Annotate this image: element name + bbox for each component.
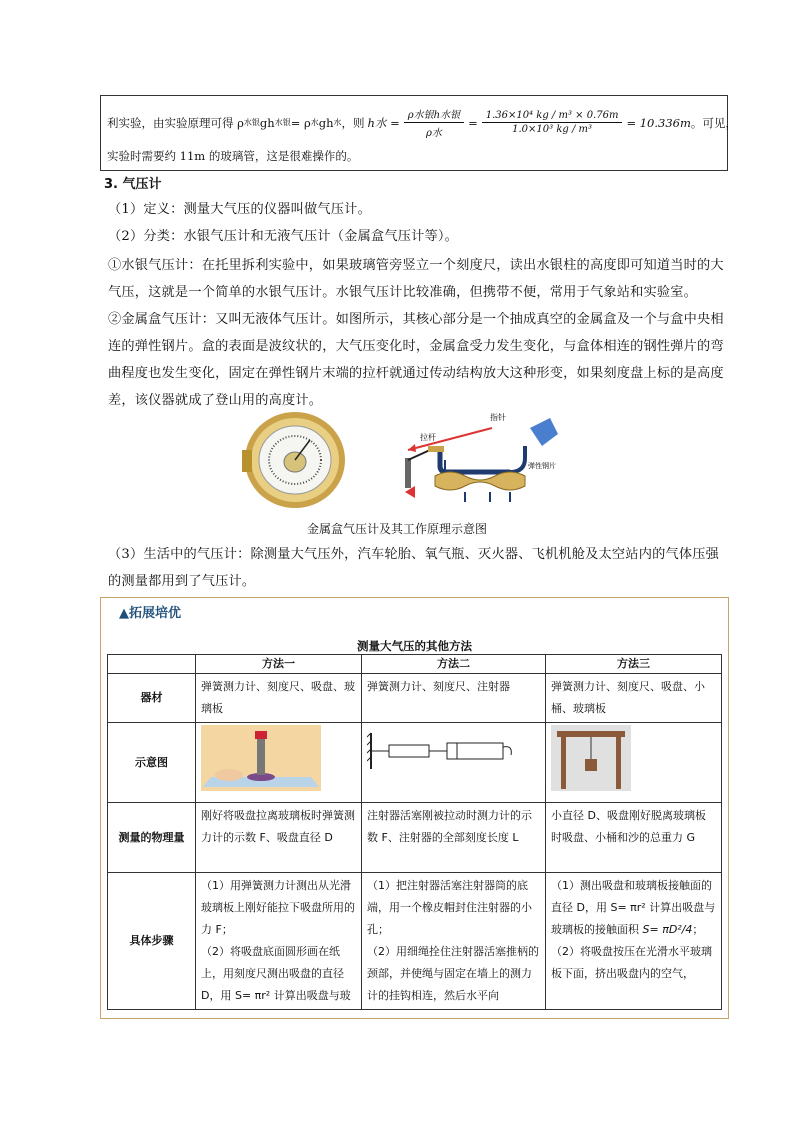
formula-equals: = <box>468 115 478 130</box>
figure-caption: 金属盒气压计及其工作原理示意图 <box>306 522 487 536</box>
step-1: （1）用弹簧测力计测出从光滑玻璃板上刚好能拉下吸盘所用的力 F； <box>201 879 355 936</box>
barometer-figure <box>240 410 570 510</box>
sub-text: 水 <box>333 118 342 127</box>
step-punct: ； <box>692 923 704 936</box>
area-formula: S= πD²/4 <box>642 923 693 936</box>
step-text: （1）测出吸盘和玻璃板接触面的直径 D，用 S= πr² 计算出吸盘与玻璃板的接触面积 <box>551 879 716 936</box>
barometer-schematic <box>405 412 558 502</box>
formula-fraction-2 <box>482 110 623 135</box>
continuation-box <box>100 95 737 171</box>
sub-text: 水银 <box>274 118 291 127</box>
step-1 <box>551 875 716 941</box>
table-cell: 弹簧测力计、刻度尺、吸盘、小桶、玻璃板 <box>546 674 722 723</box>
paragraph-classification: （2）分类：水银气压计和无液气压计（金属盒气压计等）。 <box>108 229 459 244</box>
paragraph-aneroid: ②金属盒气压计：又叫无液体气压计。如图所示，其核心部分是一个抽成真空的金属盒及一个与盒中央相连的弹性钢片。盒的表面是波纹状的，大气压变化时，金属盒受力发生变化，与盒体相连的钢性弹片的弯曲程度也发生变化，固定在弹性钢片末端的拉杆就通过传动结构放大这种形变，如果刻度盘上标的是高度差，该仪器就成了登山用的高度计。 <box>108 312 724 408</box>
step-1: （1）把注射器活塞注射器筒的底端，用一个橡皮帽封住注射器的小孔； <box>367 879 532 936</box>
text-gh: gh <box>318 115 334 130</box>
table-cell: 刚好将吸盘拉离玻璃板时弹簧测力计的示数 F、吸盘直径 D <box>196 803 362 873</box>
header-method-1: 方法一 <box>196 655 362 674</box>
method2-diagram <box>367 725 517 775</box>
header-method-3: 方法三 <box>546 655 722 674</box>
fraction-denominator: ρ水 <box>425 128 442 139</box>
paragraph-life: （3）生活中的气压计：除测量大气压外，汽车轮胎、氧气瓶、灭火器、飞机机舱及太空站内的气体压强的测量都用到了气压计。 <box>108 547 720 589</box>
header-method-2: 方法二 <box>362 655 546 674</box>
text-suffix: 。可见， <box>690 115 737 130</box>
table-cell <box>362 873 546 1010</box>
fraction-numerator: 1.36×10⁴ kg / m³ × 0.76m <box>482 110 623 123</box>
table-row-quantity <box>108 803 722 873</box>
formula-fraction-1 <box>404 106 464 139</box>
table-row-diagram <box>108 723 722 803</box>
table-row-steps <box>108 873 722 1010</box>
row-label: 示意图 <box>108 723 196 803</box>
extension-box <box>100 597 729 1019</box>
table-cell: 弹簧测力计、刻度尺、注射器 <box>362 674 546 723</box>
method1-diagram <box>201 725 321 791</box>
step-2: （2）将吸盘底面圆形画在纸上，用刻度尺测出吸盘的直径 D，用 S= πr² 计算出吸盘与玻 <box>201 945 351 1002</box>
table-cell: 弹簧测力计、刻度尺、吸盘、玻璃板 <box>196 674 362 723</box>
text-prefix: 利实验，由实验原理可得 ρ <box>107 115 244 130</box>
formula-lhs: h水 = <box>367 115 400 130</box>
header-empty <box>108 655 196 674</box>
table-cell <box>546 873 722 1010</box>
row-label: 器材 <box>108 674 196 723</box>
text-eq: = ρ <box>290 115 311 130</box>
box-line-2: 实验时需要约 11m 的玻璃管，这是很难操作的。 <box>107 149 359 163</box>
row-label: 测量的物理量 <box>108 803 196 873</box>
step-2: （2）将吸盘按压在光滑水平玻璃板下面，挤出吸盘内的空气， <box>551 945 712 980</box>
formula-result: = 10.336m <box>626 115 691 130</box>
method3-diagram <box>551 725 631 791</box>
text-gh: gh <box>259 115 275 130</box>
step-2: （2）用细绳拴住注射器活塞推柄的颈部，并使绳与固定在墙上的测力计的挂钩相连，然后水平向 <box>367 945 539 1002</box>
fraction-denominator: 1.0×10³ kg / m³ <box>512 124 593 135</box>
table-cell <box>362 723 546 803</box>
table-row-equipment <box>108 674 722 723</box>
table-header-row <box>108 655 722 674</box>
table-cell <box>196 723 362 803</box>
label-zhizhen: 指针 <box>490 413 506 422</box>
text-then: ，则 <box>341 115 365 130</box>
fraction-numerator: ρ水银h水银 <box>404 106 464 123</box>
table-cell <box>546 723 722 803</box>
barometer-photo <box>242 412 345 508</box>
table-cell: 小直径 D、吸盘刚好脱离玻璃板时吸盘、小桶和沙的总重力 G <box>546 803 722 873</box>
section-heading: 3. 气压计 <box>104 177 162 192</box>
methods-table <box>107 654 722 1010</box>
paragraph-mercury: ①水银气压计：在托里拆利实验中，如果玻璃管旁竖立一个刻度尺，读出水银柱的高度即可知道当时的大气压，这就是一个简单的水银气压计。水银气压计比较准确，但携带不便，常用于气象站和实验室。 <box>108 258 724 300</box>
sub-text: 水 <box>310 118 319 127</box>
table-cell <box>196 873 362 1010</box>
paragraph-definition: （1）定义：测量大气压的仪器叫做气压计。 <box>108 202 371 217</box>
extension-title: ▲拓展培优 <box>119 606 181 621</box>
label-tanxing: 弹性钢片 <box>528 463 556 470</box>
label-lagan: 拉杆 <box>420 433 436 442</box>
table-title: 测量大气压的其他方法 <box>357 639 472 653</box>
formula-line <box>107 106 737 139</box>
row-label: 具体步骤 <box>108 873 196 1010</box>
sub-text: 水银 <box>243 118 260 127</box>
table-cell: 注射器活塞刚被拉动时测力计的示数 F、注射器的全部刻度长度 L <box>362 803 546 873</box>
